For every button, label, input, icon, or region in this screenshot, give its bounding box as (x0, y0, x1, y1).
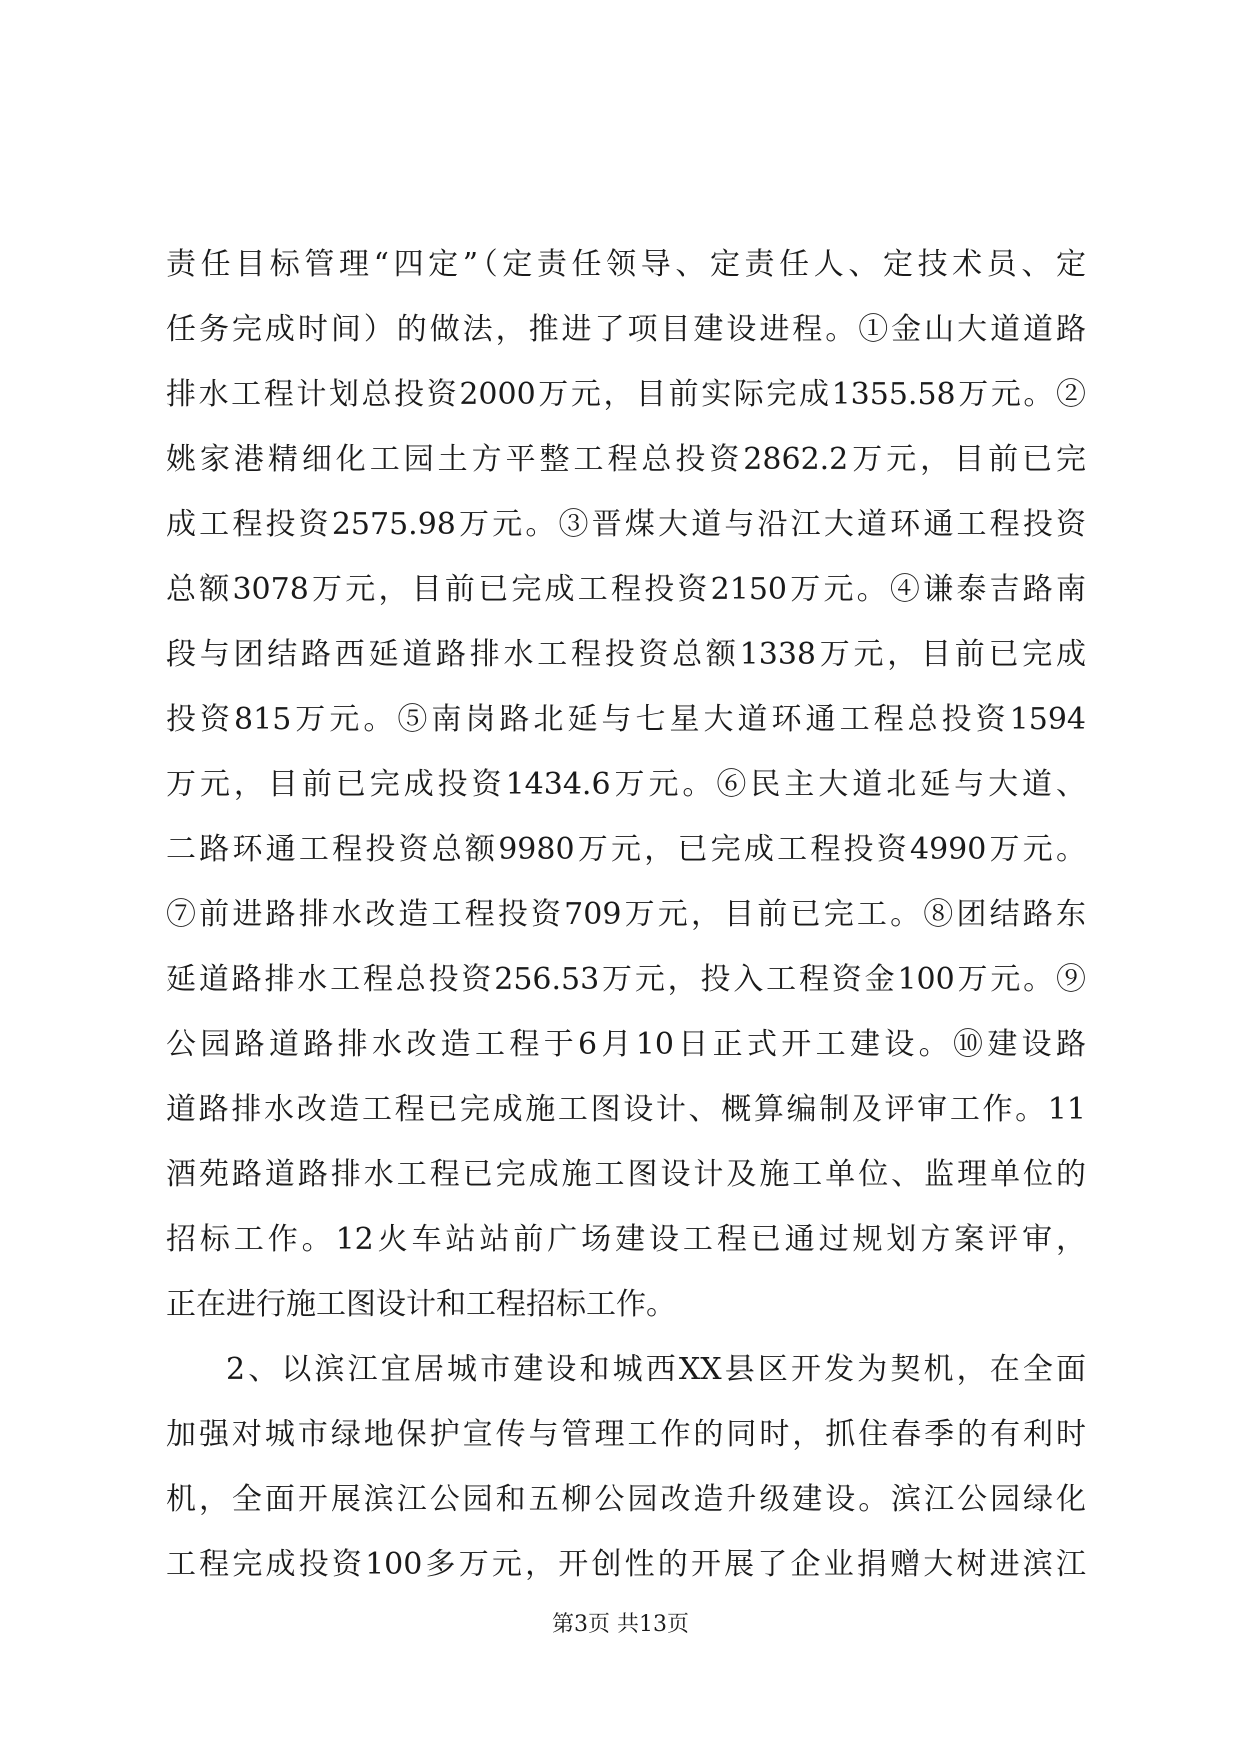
text-line: 段与团结路西延道路排水工程投资总额1338万元，目前已完成 (166, 637, 1086, 672)
text-line: 公园路道路排水改造工程于6月10日正式开工建设。⑩建设路 (166, 1027, 1086, 1062)
text-line: 二路环通工程投资总额9980万元，已完成工程投资4990万元。 (166, 832, 1086, 867)
text-line: 姚家港精细化工园土方平整工程总投资2862.2万元，目前已完 (166, 442, 1086, 477)
text-line: 万元，目前已完成投资1434.6万元。⑥民主大道北延与大道、 (166, 767, 1086, 802)
text-line: 投资815万元。⑤南岗路北延与七星大道环通工程总投资1594 (166, 702, 1086, 737)
text-line: 延道路排水工程总投资256.53万元，投入工程资金100万元。⑨ (166, 962, 1086, 997)
text-line: 正在进行施工图设计和工程招标工作。 (166, 1287, 676, 1322)
body-text (166, 232, 1086, 1597)
text-line: 机，全面开展滨江公园和五柳公园改造升级建设。滨江公园绿化 (166, 1482, 1086, 1517)
text-line: ⑦前进路排水改造工程投资709万元，目前已完工。⑧团结路东 (166, 897, 1086, 932)
text-line: 2、以滨江宜居城市建设和城西XX县区开发为契机，在全面 (226, 1352, 1086, 1387)
text-line: 责任目标管理“四定”（定责任领导、定责任人、定技术员、定 (166, 247, 1086, 282)
text-line: 工程完成投资100多万元，开创性的开展了企业捐赠大树进滨江 (166, 1547, 1086, 1582)
text-line: 任务完成时间）的做法，推进了项目建设进程。①金山大道道路 (166, 312, 1086, 347)
text-line: 总额3078万元，目前已完成工程投资2150万元。④谦泰吉路南 (166, 572, 1086, 607)
text-line: 酒苑路道路排水工程已完成施工图设计及施工单位、监理单位的 (166, 1157, 1086, 1192)
text-line: 成工程投资2575.98万元。③晋煤大道与沿江大道环通工程投资 (166, 507, 1086, 542)
text-line: 道路排水改造工程已完成施工图设计、概算编制及评审工作。11 (166, 1092, 1086, 1127)
page-footer (0, 1610, 1241, 1640)
paragraph-1 (166, 232, 1086, 1337)
paragraph-2 (166, 1337, 1086, 1597)
text-line: 招标工作。12火车站站前广场建设工程已通过规划方案评审， (166, 1222, 1086, 1257)
text-line: 加强对城市绿地保护宣传与管理工作的同时，抓住春季的有利时 (166, 1417, 1086, 1452)
page-number: 第3页 共13页 (552, 1612, 689, 1637)
text-line: 排水工程计划总投资2000万元，目前实际完成1355.58万元。② (166, 377, 1086, 412)
